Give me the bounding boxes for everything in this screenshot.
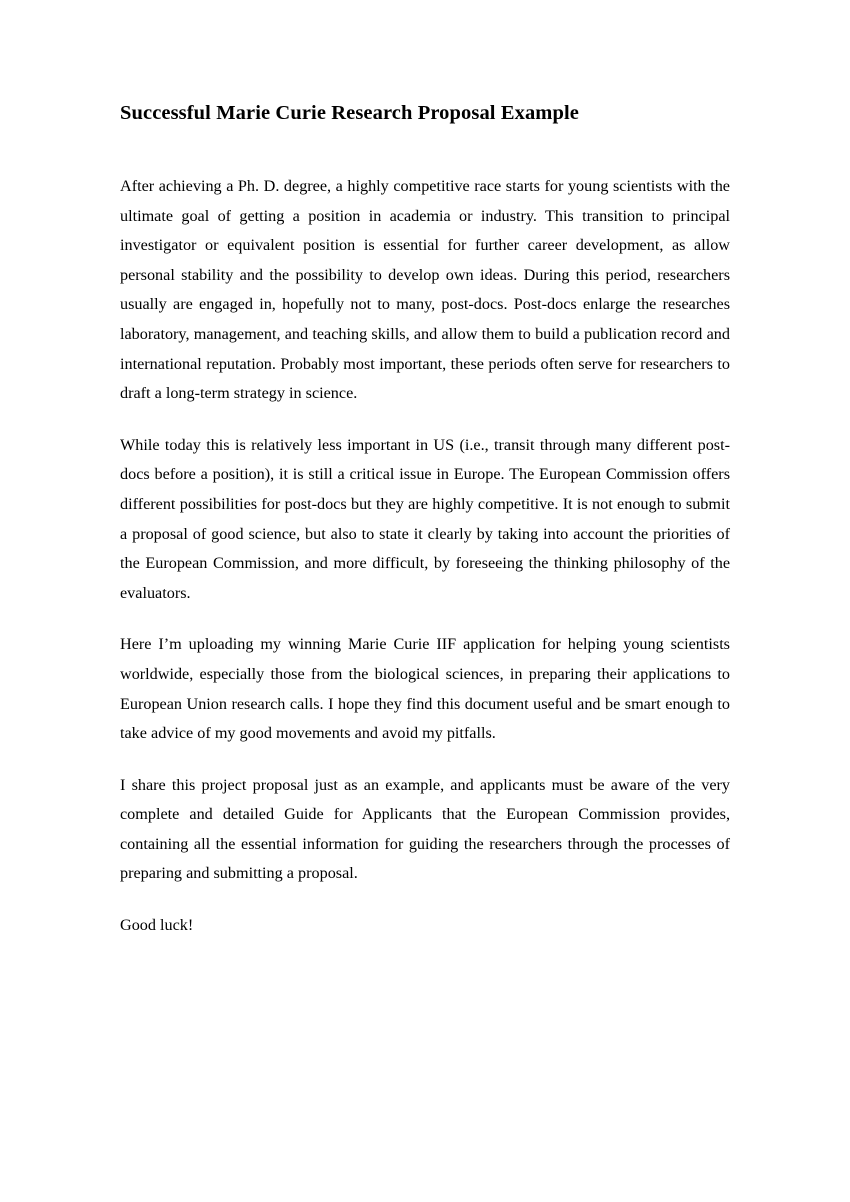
- paragraph-closing-good-luck: Good luck!: [120, 916, 194, 935]
- paragraph-uploading-iif-application: Here I’m uploading my winning Marie Curie IIF application for helping young scientists worldwide, especially those from the biological sciences, in preparing their applications to European Union research calls. I hope they find this document useful and be smart enough to take advice of my good movements and avoid my pitfalls.: [120, 635, 730, 743]
- paragraph-europe-vs-us: While today this is relatively less important in US (i.e., transit through many different post-docs before a position), it is still a critical issue in Europe. The European Commission offers different possibilities for post-docs but they are highly competitive. It is not enough to submit a proposal of good science, but also to state it clearly by taking into account the priorities of the European Commission, and more difficult, by foreseeing the thinking philosophy of the evaluators.: [120, 435, 730, 602]
- document-body: [120, 172, 730, 941]
- page-title: Successful Marie Curie Research Proposal Example: [120, 102, 579, 124]
- paragraph-intro-postdoc-race: After achieving a Ph. D. degree, a highly competitive race starts for young scientists with the ultimate goal of getting a position in academia or industry. This transition to principal investigator or equivalent position is essential for further career development, as allow personal stability and the possibility to develop own ideas. During this period, researchers usually are engaged in, hopefully not to many, post-docs. Post-docs enlarge the researches laboratory, management, and teaching skills, and allow them to build a publication record and international reputation. Probably most important, these periods often serve for researchers to draft a long-term strategy in science.: [120, 177, 730, 403]
- paragraph-guide-for-applicants-note: I share this project proposal just as an example, and applicants must be aware of the very complete and detailed Guide for Applicants that the European Commission provides, containing all the essential information for guiding the researchers through the processes of preparing and submitting a proposal.: [120, 775, 730, 883]
- document-content-column: [120, 100, 730, 941]
